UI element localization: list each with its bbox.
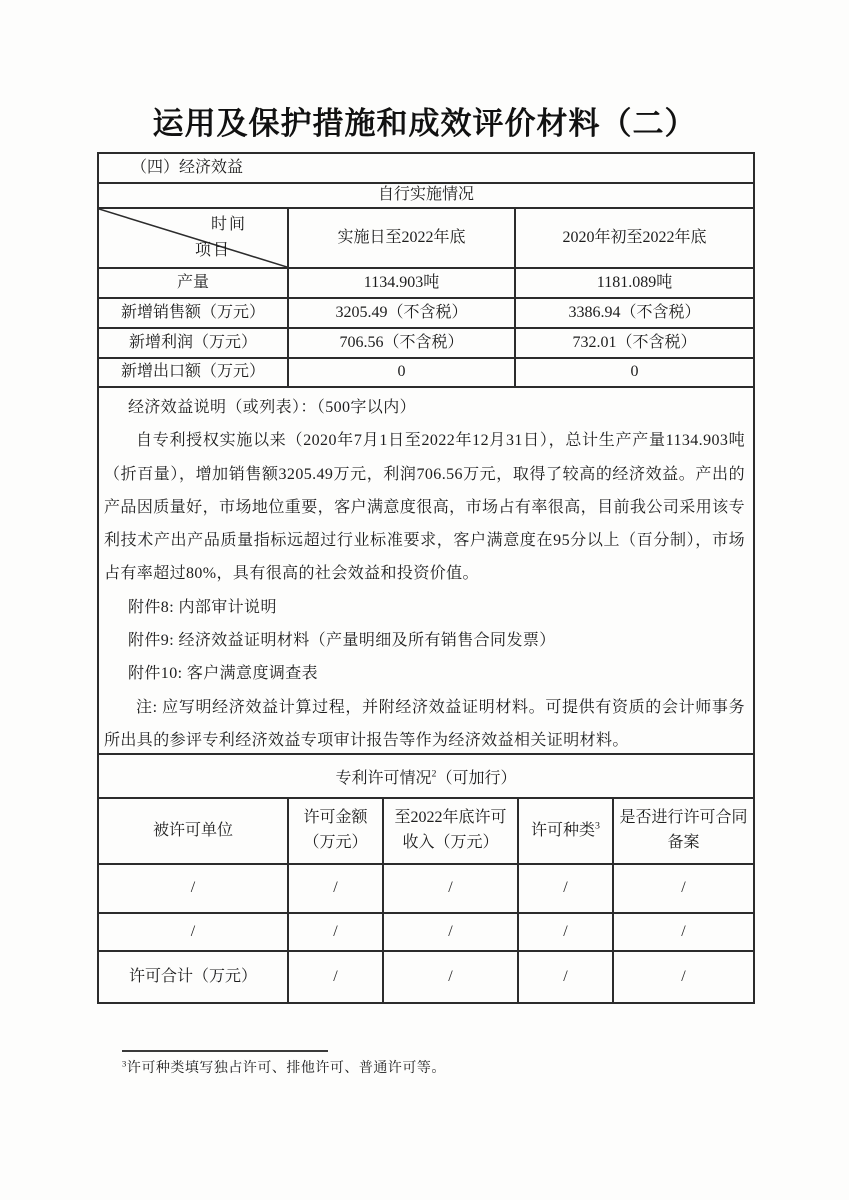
license-header-filing: 是否进行许可合同备案 xyxy=(612,799,753,863)
license-header-income: 至2022年底许可收入（万元） xyxy=(382,799,517,863)
license-header-type: 许可种类$^3$ xyxy=(517,799,612,863)
table-row-output xyxy=(99,267,753,297)
period-column-2: 2020年初至2022年底 xyxy=(514,209,753,267)
license-cell: / xyxy=(287,952,382,1002)
period-header-row xyxy=(99,207,753,267)
corner-header-cell xyxy=(99,209,287,267)
footnote-marker: 3 xyxy=(122,1058,127,1069)
attachment-9: 附件9: 经济效益证明材料（产量明细及所有销售合同发票） xyxy=(128,632,556,650)
footnote-text: 许可种类填写独占许可、排他许可、普通许可等。 xyxy=(126,1061,446,1076)
license-cell: / xyxy=(612,914,753,950)
evaluation-form-table xyxy=(97,152,755,1004)
license-cell: / xyxy=(517,865,612,912)
license-cell: / xyxy=(287,914,382,950)
footnote-separator-rule xyxy=(122,1050,328,1052)
row-value-1: 3205.49（不含税） xyxy=(287,299,514,327)
diagonal-divider-line xyxy=(99,209,287,267)
row-label: 新增销售额（万元） xyxy=(120,303,265,321)
license-cell: / xyxy=(382,952,517,1002)
row-value-1: 706.56（不含税） xyxy=(287,329,514,357)
license-cell: / xyxy=(190,879,196,897)
description-paragraph: 自专利授权实施以来（2020年7月1日至2022年12月31日），总计生产产量1134.903吨（折百量），增加销售额3205.49万元，利润706.56万元，取得了较高的经济效益。产出的产品因质量好，市场地位重要，客户满意度很高，市场占有率很高，目前我公司采用该专利技术产出产品质量指标远超过行业标准要求，客户满意度在95分以上（百分制），市场占有率超过80%，具有很高的社会效益和投资价值。 xyxy=(104,432,745,583)
description-note: 注: 应写明经济效益计算过程，并附经济效益证明材料。可提供有资质的会计师事务所出具的参评专利经济效益专项审计报告等作为经济效益相关证明材料。 xyxy=(104,698,745,749)
license-row-1 xyxy=(99,863,753,912)
license-cell: / xyxy=(517,914,612,950)
row-label: 新增出口额（万元） xyxy=(120,363,265,381)
license-cell: / xyxy=(612,952,753,1002)
license-row-2 xyxy=(99,912,753,950)
row-value-2: 732.01（不含税） xyxy=(514,329,753,357)
section-label-row xyxy=(99,154,753,182)
license-title: 专利许可情况$^2$（可加行） xyxy=(335,768,517,787)
corner-label-item: 项目 xyxy=(195,242,232,260)
subheader-label: 自行实施情况 xyxy=(377,186,474,204)
attachment-10: 附件10: 客户满意度调查表 xyxy=(128,665,319,683)
license-cell: / xyxy=(382,914,517,950)
row-value-1: 0 xyxy=(287,359,514,386)
row-label: 产量 xyxy=(176,273,209,291)
row-value-2: 3386.94（不含税） xyxy=(514,299,753,327)
license-header-amount: 许可金额（万元） xyxy=(287,799,382,863)
license-total-label: 许可合计（万元） xyxy=(128,967,257,985)
row-value-2: 1181.089吨 xyxy=(514,269,753,297)
page-title: 运用及保护措施和成效评价材料（二） xyxy=(152,106,697,141)
subheader-row xyxy=(99,182,753,207)
license-cell: / xyxy=(382,865,517,912)
corner-label-time: 时间 xyxy=(211,216,248,233)
license-total-row xyxy=(99,950,753,1002)
license-header-licensee: 被许可单位 xyxy=(152,821,233,839)
license-cell: / xyxy=(287,865,382,912)
license-cell: / xyxy=(612,865,753,912)
footnote xyxy=(122,1057,446,1077)
table-row-export xyxy=(99,357,753,386)
license-section-title-row xyxy=(99,753,753,797)
row-label: 新增利润（万元） xyxy=(128,333,257,351)
description-heading: 经济效益说明（或列表）：（500字以内） xyxy=(128,399,417,416)
attachment-8: 附件8: 内部审计说明 xyxy=(128,598,277,616)
license-type-footnote-ref: 3 xyxy=(595,820,600,832)
license-cell: / xyxy=(190,922,196,940)
section-label: （四）经济效益 xyxy=(131,158,244,176)
license-title-footnote-ref: 2 xyxy=(431,768,437,780)
table-row-sales xyxy=(99,297,753,327)
period-column-1: 实施日至2022年底 xyxy=(287,209,514,267)
table-row-profit xyxy=(99,327,753,357)
license-cell: / xyxy=(517,952,612,1002)
row-value-2: 0 xyxy=(514,359,753,386)
license-header-row xyxy=(99,797,753,863)
economic-description-block xyxy=(99,386,753,753)
row-value-1: 1134.903吨 xyxy=(287,269,514,297)
